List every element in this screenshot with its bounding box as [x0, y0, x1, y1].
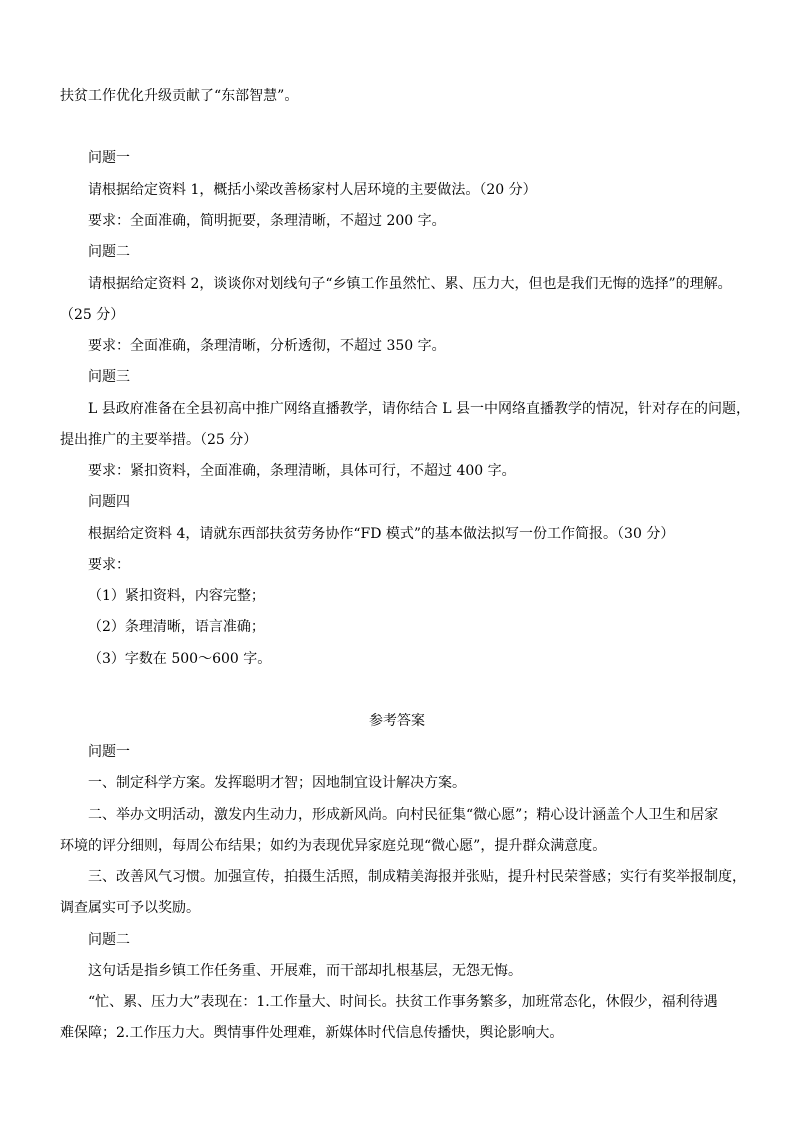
question-heading-3: 问题三: [88, 369, 130, 385]
question-3-text: L 县政府准备在全县初高中推广网络直播教学，请你结合 L 县一中网络直播教学的情况，针对存在的问题，: [88, 401, 750, 417]
question-heading-4: 问题四: [88, 494, 130, 510]
question-3-text-cont: 提出推广的主要举措。（25 分）: [60, 432, 258, 448]
question-4-requirement-label: 要求：: [88, 557, 130, 573]
question-1-text: 请根据给定资料 1，概括小梁改善杨家村人居环境的主要做法。（20 分）: [88, 182, 537, 198]
answer-2-para-1: 这句话是指乡镇工作任务重、开展难，而干部却扎根基层，无怨无悔。: [88, 963, 522, 979]
question-heading-1: 问题一: [88, 150, 130, 166]
answer-heading-1: 问题一: [88, 744, 130, 760]
requirement-item-1: （1）紧扣资料，内容完整；: [88, 588, 265, 604]
requirement-item-2: （2）条理清晰，语言准确；: [88, 619, 265, 635]
question-4-text: 根据给定资料 4，请就东西部扶贫劳务协作“FD 模式”的基本做法拟写一份工作简报。（30 分）: [88, 526, 675, 542]
question-2-text: 请根据给定资料 2，谈谈你对划线句子“乡镇工作虽然忙、累、压力大，但也是我们无悔的选择”的理解。: [88, 276, 732, 292]
question-1-requirement: 要求：全面准确，简明扼要，条理清晰，不超过 200 字。: [88, 213, 446, 229]
answer-heading-2: 问题二: [88, 932, 130, 948]
requirement-item-3: （3）字数在 500～600 字。: [88, 651, 272, 667]
question-heading-2: 问题二: [88, 244, 130, 260]
answer-1-point-3: 三、改善风气习惯。加强宣传，拍摄生活照，制成精美海报并张贴，提升村民荣誉感；实行有奖举报制度，: [88, 869, 746, 885]
question-2-text-cont: （25 分）: [60, 307, 125, 323]
answer-2-para-2: “忙、累、压力大”表现在：1.工作量大、时间长。扶贫工作事务繁多，加班常态化，休假少，福利待遇: [88, 994, 718, 1010]
answer-1-point-2-cont: 环境的评分细则，每周公布结果；如约为表现优异家庭兑现“微心愿”，提升群众满意度。: [60, 838, 607, 854]
answer-1-point-2: 二、举办文明活动，激发内生动力，形成新风尚。向村民征集“微心愿”；精心设计涵盖个人卫生和居家: [88, 807, 719, 823]
question-3-requirement: 要求：紧扣资料，全面准确，条理清晰，具体可行，不超过 400 字。: [88, 463, 516, 479]
answer-1-point-3-cont: 调查属实可予以奖励。: [60, 900, 200, 916]
answer-2-para-2-cont: 难保障；2.工作压力大。舆情事件处理难，新媒体时代信息传播快，舆论影响大。: [60, 1025, 564, 1041]
reference-answer-heading: 参考答案: [369, 713, 425, 729]
question-2-requirement: 要求：全面准确，条理清晰，分析透彻，不超过 350 字。: [88, 338, 446, 354]
answer-1-point-1: 一、制定科学方案。发挥聪明才智；因地制宜设计解决方案。: [88, 775, 466, 791]
paragraph-continuation: 扶贫工作优化升级贡献了“东部智慧”。: [60, 88, 299, 104]
